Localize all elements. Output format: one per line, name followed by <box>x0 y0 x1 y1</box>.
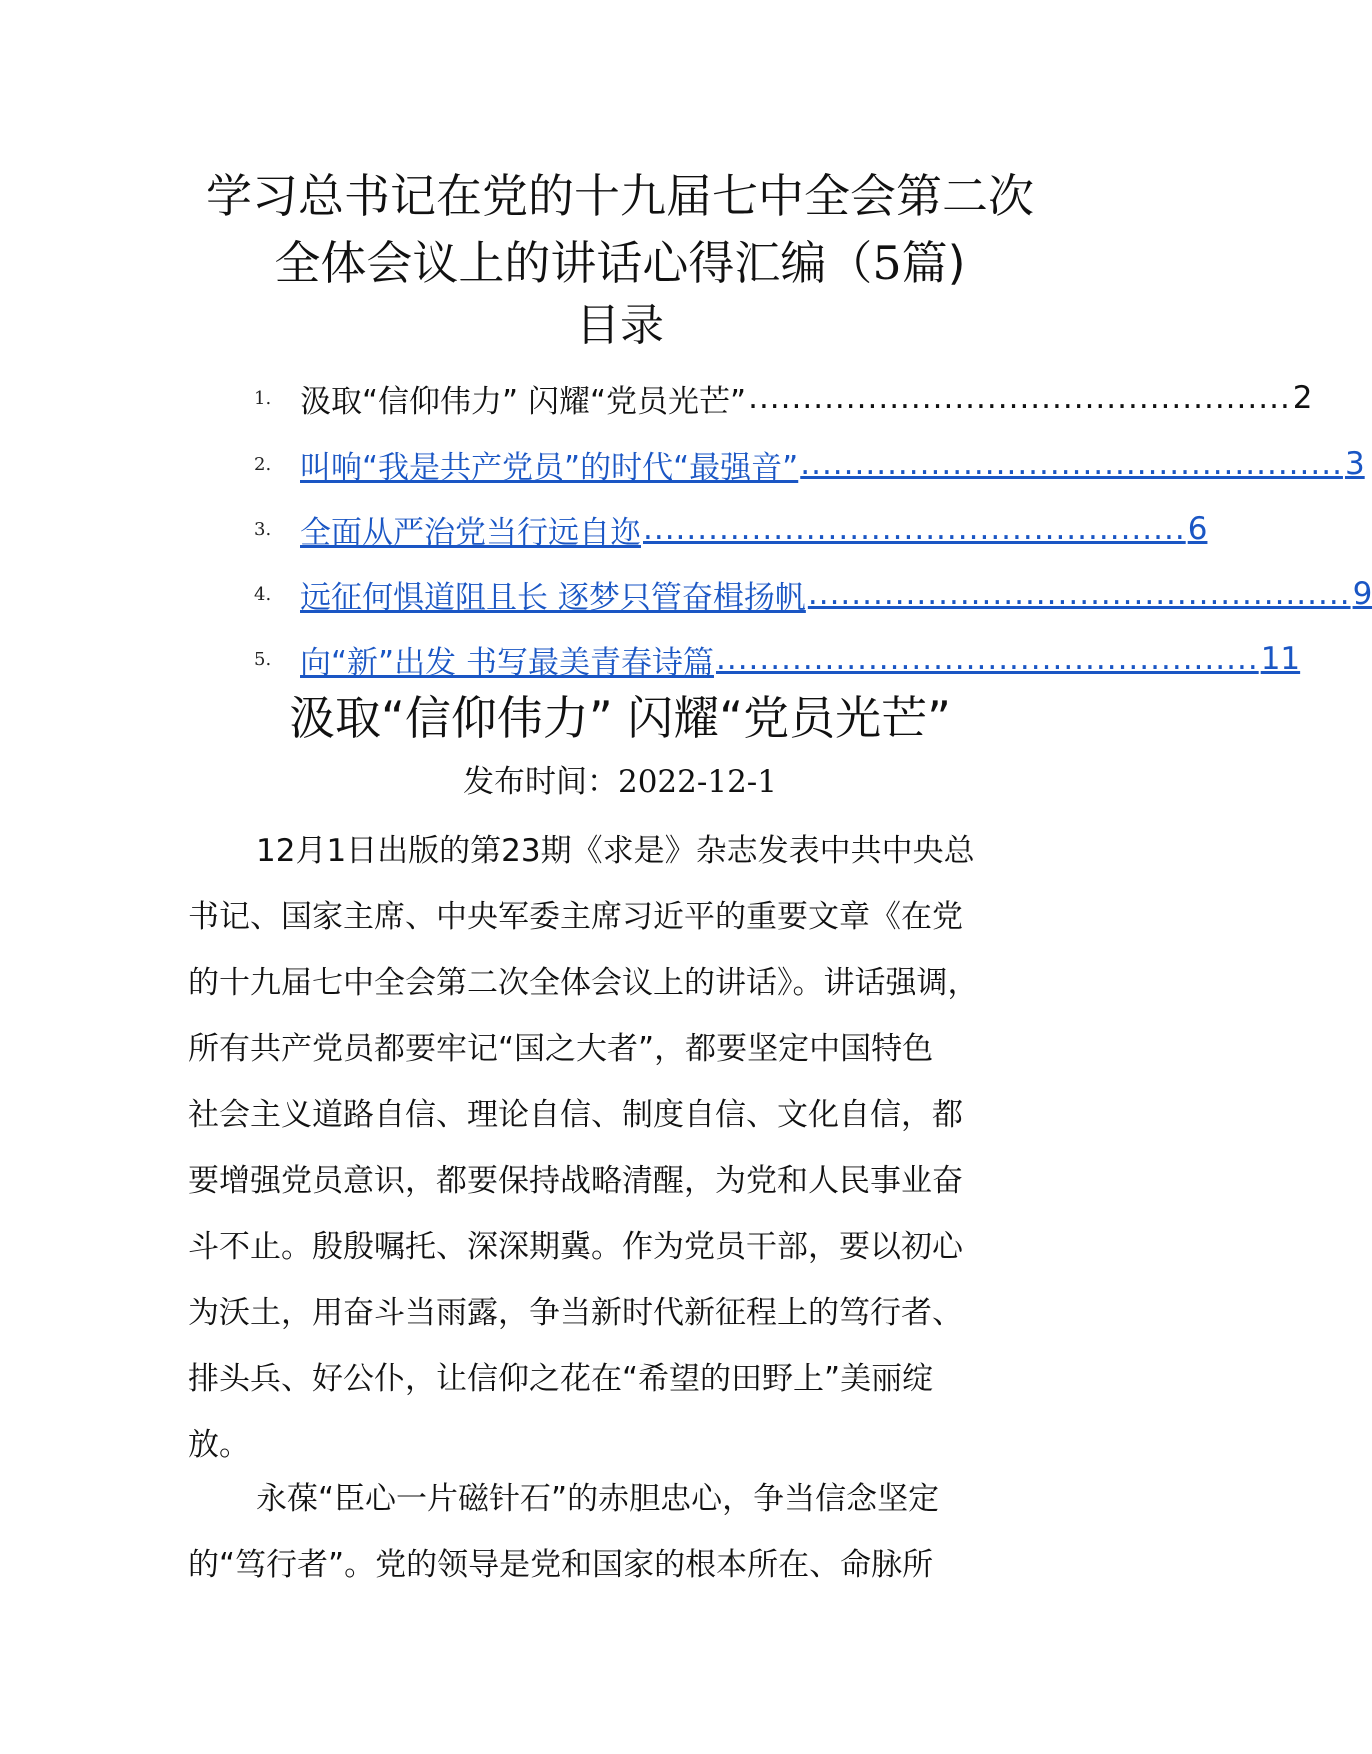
publish-date-value: 2022-12-1 <box>617 764 777 800</box>
toc-entry-page[interactable]: 3 <box>1344 446 1365 482</box>
document-title-line-1: 学习总书记在党的十九届七中全会第二次 <box>206 169 1034 223</box>
paragraph-line: 为沃土，用奋斗当雨露，争当新时代新征程上的笃行者、 <box>188 1295 963 1331</box>
toc-entry-number: 4. <box>254 583 272 605</box>
toc-entry-page: 2 <box>1292 380 1313 416</box>
toc-entry-leader: .................................................. <box>643 511 1186 547</box>
paragraph-line: 排头兵、好公仆，让信仰之花在“希望的田野上”美丽绽 <box>188 1361 934 1397</box>
toc-entry-4-link[interactable] <box>254 568 1372 620</box>
article-paragraph-1 <box>188 818 1068 1478</box>
toc-entry-page[interactable]: 11 <box>1260 641 1301 677</box>
publish-date-label: 发布时间： <box>462 764 618 800</box>
toc-heading: 目录 <box>576 300 664 351</box>
paragraph-line: 要增强党员意识，都要保持战略清醒，为党和人民事业奋 <box>188 1163 963 1199</box>
document-title-line-2 <box>0 231 1240 295</box>
toc-entry-page[interactable]: 6 <box>1187 511 1208 547</box>
article-title: 汲取“信仰伟力” 闪耀“党员光芒” <box>289 691 951 745</box>
toc-entry-leader: .................................................. <box>800 446 1343 482</box>
toc-entry-text[interactable]: 向“新”出发 书写最美青春诗篇 <box>300 644 714 681</box>
paragraph-line: 12月1日出版的第23期《求是》杂志发表中共中央总 <box>256 833 975 869</box>
paragraph-line: 放。 <box>188 1427 250 1463</box>
toc-entry-text: 汲取“信仰伟力” 闪耀“党员光芒” <box>300 383 747 420</box>
paragraph-line: 斗不止。殷殷嘱托、深深期冀。作为党员干部，要以初心 <box>188 1229 963 1265</box>
paragraph-line: 的十九届七中全会第二次全体会议上的讲话》。讲话强调， <box>188 965 979 1001</box>
article-paragraph-2 <box>188 1466 1068 1598</box>
toc-entry-number: 2. <box>254 453 272 475</box>
toc-entry-5-link[interactable] <box>254 633 1301 685</box>
toc-entry-number: 3. <box>254 518 272 540</box>
toc-entry-leader: .................................................. <box>807 576 1351 612</box>
title-line-2-prefix: 全体会议上的讲话心得汇编（ <box>274 236 873 290</box>
paragraph-line: 社会主义道路自信、理论自信、制度自信、文化自信，都 <box>188 1097 963 1133</box>
toc-entry-2-link[interactable] <box>254 438 1365 490</box>
title-line-2-suffix: 篇) <box>901 236 966 290</box>
paragraph-line: 的“笃行者”。党的领导是党和国家的根本所在、命脉所 <box>188 1547 934 1583</box>
toc-entry-leader: .................................................. <box>715 641 1259 677</box>
paragraph-line: 书记、国家主席、中央军委主席习近平的重要文章《在党 <box>188 899 963 935</box>
toc-entry-number: 5. <box>254 648 272 670</box>
toc-entry-number: 1. <box>254 387 272 409</box>
toc-entry-leader: .................................................. <box>748 380 1291 416</box>
toc-entry-page[interactable]: 9 <box>1352 576 1372 612</box>
paragraph-line: 所有共产党员都要牢记“国之大者”，都要坚定中国特色 <box>188 1031 934 1067</box>
paragraph-line: 永葆“臣心一片磁针石”的赤胆忠心，争当信念坚定 <box>256 1481 940 1517</box>
toc-entry-text[interactable]: 远征何惧道阻且长 逐梦只管奋楫扬帆 <box>300 579 806 616</box>
toc-entry-1[interactable] <box>254 372 1313 424</box>
toc-entry-3-link[interactable] <box>254 503 1208 555</box>
title-line-2-count: 5 <box>872 236 902 290</box>
publish-date <box>0 758 1240 806</box>
toc-entry-text[interactable]: 全面从严治党当行远自迩 <box>300 514 641 551</box>
toc-entry-text[interactable]: 叫响“我是共产党员”的时代“最强音” <box>300 449 799 486</box>
